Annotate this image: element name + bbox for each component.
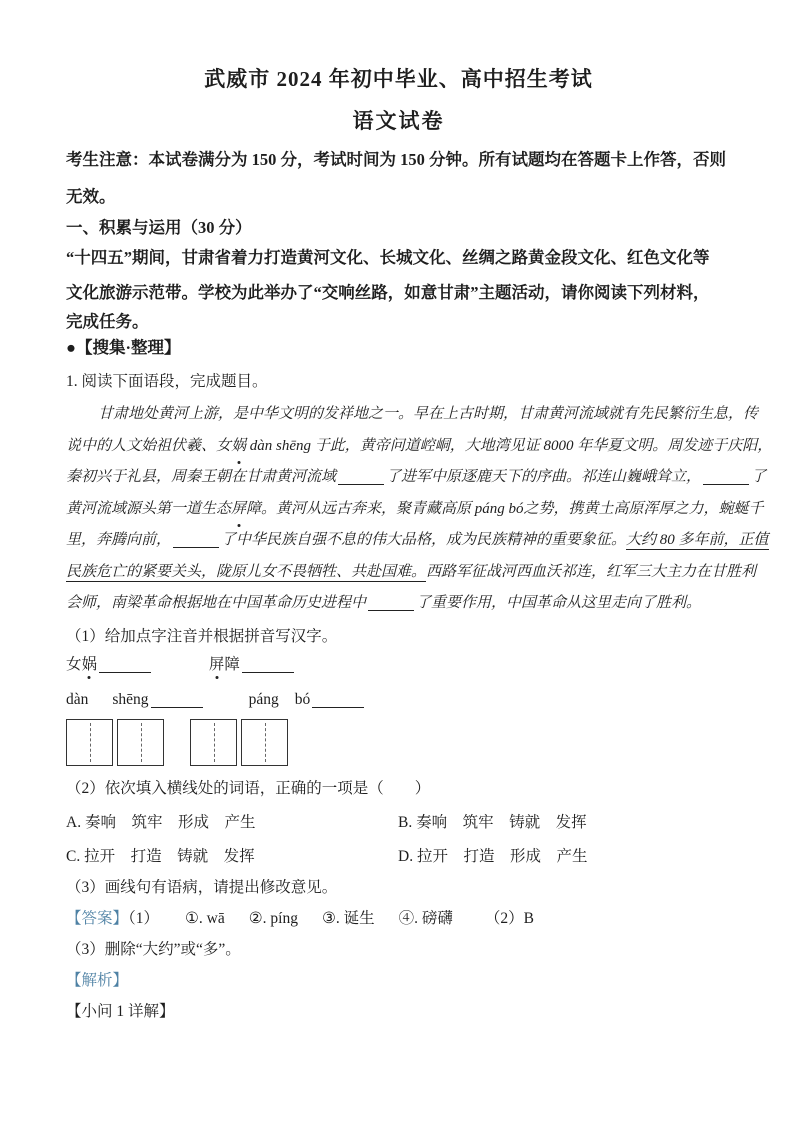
section1-intro-line3: 完成任务。 — [66, 312, 149, 331]
option-a: A. 奏响 筑牢 形成 产生 — [66, 813, 256, 831]
question1-sub1-stem: （1）给加点字注音并根据拼音写汉字。 — [66, 627, 338, 645]
exam-title: 武威市 2024 年初中毕业、高中招生考试 — [204, 67, 593, 91]
passage-line5: 里，奔腾向前， 了中华民族自强不息的伟大品格，成为民族精神的重要象征。大约 80 多年前，正值 — [66, 532, 769, 548]
character-writing-box-4 — [241, 719, 288, 766]
character-writing-box-3 — [190, 719, 237, 766]
passage-line7: 会师，南梁革命根据地在中国革命历史进程中 了重要作用，中国革命从这里走向了胜利。 — [66, 595, 702, 611]
character-writing-boxes — [66, 719, 731, 767]
option-c: C. 拉开 打造 铸就 发挥 — [66, 847, 255, 865]
answer-part2: （2）B — [484, 909, 534, 927]
section1-heading: 一、积累与运用（30 分） — [66, 218, 252, 237]
section1-intro-line1: “十四五”期间，甘肃省着力打造黄河文化、长城文化、丝绸之路黄金段文化、红色文化等 — [66, 248, 710, 267]
passage-line1: 甘肃地处黄河上游，是中华文明的发祥地之一。早在上古时期，甘肃黄河流域就有先民繁衍生息，传 — [98, 406, 759, 422]
dotted-char-ping: 屏 — [231, 494, 246, 526]
answer-item2: ②. píng — [248, 909, 298, 927]
hanzi-answer-blank-2 — [312, 704, 364, 708]
dotted-char-wa-question: 娲 — [82, 652, 98, 677]
choice-options-row1 — [66, 810, 731, 835]
fill-blank-4 — [368, 607, 414, 611]
candidate-notice-line2: 无效。 — [66, 187, 116, 206]
answer-item3: ③. 诞生 — [321, 909, 375, 927]
pinyin-answer-blank-2 — [242, 669, 294, 673]
underlined-sentence-part1: 大约 80 多年前，正值 — [626, 532, 769, 548]
candidate-notice-line1: 考生注意：本试卷满分为 150 分，考试时间为 150 分钟。所有试题均在答题卡上作答，否则 — [66, 150, 726, 169]
option-d: D. 拉开 打造 形成 产生 — [398, 847, 588, 865]
pinyin-dan: dàn — [66, 690, 89, 708]
passage-line4: 黄河流域源头第一道生态屏障。黄河从远古奔来，聚青藏高原 páng bó之势，携黄土高原浑厚之力，蜿蜒千 — [66, 494, 731, 526]
answer-line2: （3）删除“大约”或“多”。 — [66, 940, 241, 958]
choice-options-row2 — [66, 844, 731, 869]
dotted-char-ping-question: 屏 — [209, 652, 225, 677]
section1-intro-line2: 文化旅游示范带。学校为此举办了“交响丝路，如意甘肃”主题活动，请你阅读下列材料， — [66, 283, 710, 302]
answer-item4: ④. 磅礴 — [398, 909, 453, 927]
word-pingzhang: 屏障 — [209, 656, 296, 673]
subquestion1-detail-label: 【小问 1 详解】 — [66, 1002, 175, 1020]
character-writing-box-1 — [66, 719, 113, 766]
fill-blank-2 — [703, 481, 749, 485]
answer-line — [66, 906, 731, 931]
answer-item1: ①. wā — [185, 909, 225, 927]
character-writing-box-2 — [117, 719, 164, 766]
exam-subject-title: 语文试卷 — [352, 109, 445, 133]
passage-line2: 说中的人文始祖伏羲、女娲 dàn shēng 于此，黄帝问道崆峒，大地湾见证 8000 年华夏文明。周发迹于庆阳， — [66, 431, 731, 463]
answer-part1: （1） — [128, 909, 160, 927]
fill-blank-3 — [173, 544, 219, 548]
dotted-char-wa: 娲 — [231, 431, 246, 463]
pinyin-bo: bó — [294, 690, 311, 708]
pinyin-sheng: shēng — [112, 690, 149, 708]
reading-passage — [66, 399, 773, 620]
fill-blank-1 — [338, 481, 384, 485]
analysis-label: 【解析】 — [66, 971, 129, 989]
answer-label: 【答案】 — [66, 909, 129, 927]
activity-tag-collect-organize: ●【搜集·整理】 — [66, 338, 181, 357]
question1-sub2-stem: （2）依次填入横线处的词语，正确的一项是（ ） — [66, 779, 431, 797]
question1-stem: 1. 阅读下面语段，完成题目。 — [66, 373, 268, 390]
hanzi-answer-blank-1 — [151, 704, 203, 708]
pinyin-pang: páng — [248, 690, 279, 708]
word-nvwa: 女娲 — [66, 656, 153, 673]
passage-line3: 秦初兴于礼县，周秦王朝在甘肃黄河流域 了进军中原逐鹿天下的序曲。祁连山巍峨耸立， 了 — [66, 469, 767, 485]
pinyin-answer-blank-1 — [99, 669, 151, 673]
pinyin-task-row1 — [66, 652, 731, 677]
question1-sub3-stem: （3）画线句有语病，请提出修改意见。 — [66, 878, 338, 896]
underlined-sentence-part2: 民族危亡的紧要关头，陇原儿女不畏牺牲、共赴国难。 — [66, 563, 427, 580]
option-b: B. 奏响 筑牢 铸就 发挥 — [398, 813, 587, 831]
pinyin-task-row2 — [66, 687, 731, 712]
passage-line6: 民族危亡的紧要关头，陇原儿女不畏牺牲、共赴国难。西路军征战河西血沃祁连，红军三大主力在甘胜利 — [66, 563, 757, 580]
